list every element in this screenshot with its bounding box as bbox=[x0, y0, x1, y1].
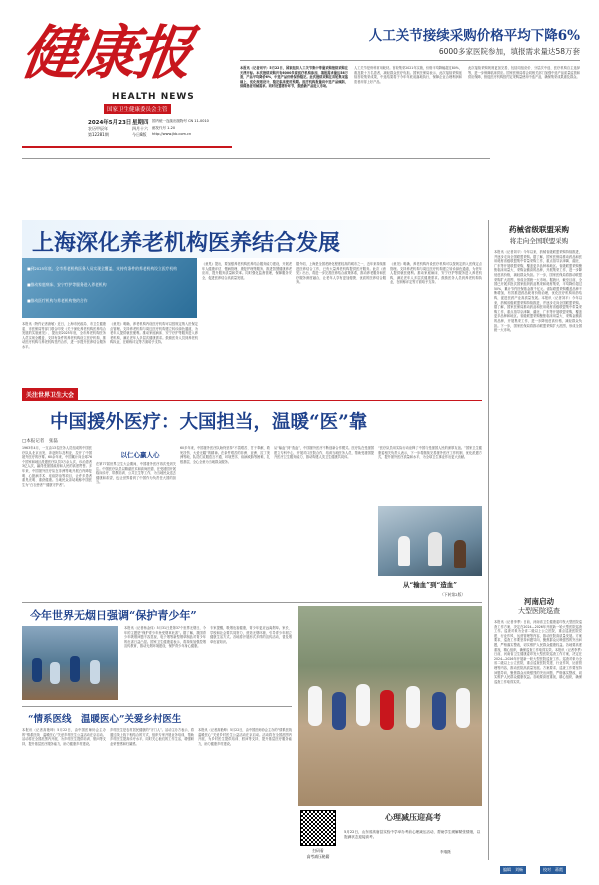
feature-body-1 bbox=[22, 446, 92, 598]
photo-figure bbox=[456, 688, 470, 728]
top-story-subhead: 6000多家医院参加，填报需求量达58万套 bbox=[438, 47, 580, 56]
photo-figure bbox=[406, 686, 420, 728]
banner-text-4: 据介绍，上海是全国老龄化程度较高的城市之一，近年来持续推进医养结合工作，已有大量养老机构提供医疗服务。此次《意见》出台，将进一步完善医养结合政策体系，推动养老服务和医疗服务深度融合，让老年人享有更加便捷、优质的医养结合服务。 bbox=[296, 262, 386, 285]
banner-body-2 bbox=[110, 322, 198, 384]
photo-figure bbox=[32, 658, 42, 682]
masthead-lunar-day: 四月十六 bbox=[132, 126, 148, 131]
side-box1-body bbox=[494, 250, 582, 590]
story4-body-3 bbox=[198, 728, 296, 850]
story4-text-2: 乡村医生是农村居民健康的“守门人”。活动主办方表示，将通过线上线下相结合的方式，组织专家开展业务培训，帮助乡村医生提高诊疗水平，同时关心他们的工作生活，增强职业荣誉感和归属感。 bbox=[110, 728, 194, 746]
side-box1-headline[interactable]: 药械省级联盟采购 bbox=[509, 225, 569, 234]
feature-photo bbox=[378, 506, 482, 576]
divider bbox=[22, 706, 292, 707]
banner-text-3: 《意见》提出，要加强养老机构医养结合服务能力建设，开展老年人健康评估、慢病管理、康复护理等服务，推进智慧健康养老应用，提升服务质量和效率。同时强化监督管理，保障服务安全，促进医养结合高质量发展。 bbox=[202, 262, 292, 280]
feature-body-2 bbox=[96, 462, 176, 598]
feature-text-5: “医疗队员用实际行动诠释了中国与受援国人民的深厚友谊。”国家卫生健康委相关负责人表示，下一步将继续完善援外医疗工作机制，优化派遣方式，提升援外医疗质量和水平，为全球卫生事业作出更大贡献。 bbox=[378, 446, 482, 460]
side-box2-subhead: 大型医院巡查 bbox=[518, 607, 560, 615]
banner-bullet-3: ■推动医疗机构与养老机构签约合作 bbox=[27, 298, 88, 303]
side-box2-headline[interactable]: 河南启动 bbox=[524, 597, 554, 606]
masthead-lunar: 农历甲辰年 bbox=[88, 126, 108, 131]
story3-body-2 bbox=[210, 626, 292, 702]
side-box2-text-2: 本报讯（记者李季）日前，河南省卫生健康委印发大型医院巡查工作方案，决定在2024—2026年开展新一轮大型医院巡查工作。巡查对象为全省二级以上公立医院，重点巡查医院党建、行业作风、运营管理等内容，推动医院高质量发展。方案要求，巡查工作要坚持问题导向，聚焦群众反映强烈的突出问题，严格落实整改，切实维护人民群众健康权益。各地要高度重视，精心组织，确保巡查工作取得实效。 bbox=[494, 647, 583, 684]
photo-caption-credit: 李瑞摄 bbox=[440, 850, 451, 854]
side-box2-body bbox=[494, 620, 582, 860]
masthead-postal: 邮发代号 1-20 bbox=[152, 126, 176, 130]
story3-text-1: 本报讯（记者杨金伟）5月31日是第37个世界无烟日，今年的主题是“保护青少年免受烟草危害”。据了解，我国青少年吸烟问题不容忽视，电子烟等新型烟草制品对青少年的危害日益凸显。国家卫生健康委表示，将持续加强控烟宣传教育，推动无烟环境建设，保护青少年身心健康。 bbox=[124, 626, 206, 649]
feature-text-1: 1963年4月，一支由13名医务人员组成的中国医疗队从北京出发，奔赴阿尔及利亚，拉开了中国援外医疗的序幕。60余年来，中国累计向全球76个国家和地区派遣医疗队员3万余人次，诊治患者3亿人次，赢得受援国政府和人民的高度赞誉。 bbox=[22, 446, 92, 469]
photo-figure bbox=[308, 686, 322, 726]
photo-figure bbox=[398, 536, 410, 566]
feature-byline: □本报记者 张磊 bbox=[22, 439, 58, 444]
feature-body-3 bbox=[180, 446, 270, 598]
photo-figure bbox=[356, 684, 370, 726]
story4-body-2 bbox=[110, 728, 194, 850]
feature-text-6: 多年来，中国援外医疗队在非洲等地开展白内障复明、心脏病手术、疟疾防治等项目，让许多患者重见光明、重获健康。当地民众亲切地称中国医生为“白衣使者”“健康守护者”。 bbox=[22, 464, 92, 487]
banner-text-2: 《意见》明确，养老机构内设医疗机构可以按规定纳入医保定点管理。支持养老机构与周边医疗机构建立转诊绿色通道，为老年人提供就医便利。推动家庭病床、安宁疗护等服务进入养老机构，满足老年人多层次健康需求。鼓励医务人员到养老机构执业，在职称评定等方面给予支持。 bbox=[110, 322, 198, 345]
photo-caption-title: 心理减压迎高考 bbox=[385, 812, 441, 822]
feature-quote: 以仁心赢人心 bbox=[120, 451, 160, 459]
masthead-issue: 第12281期 bbox=[88, 132, 109, 137]
masthead-english: HEALTH NEWS bbox=[112, 92, 195, 102]
banner-bullet-2: ■推动家庭病床、安宁疗护等服务进入养老机构 bbox=[27, 282, 107, 287]
footer-editor: 编辑 刘畅 bbox=[500, 866, 526, 874]
feature-text-2: 在第77届世界卫生大会期间，中国援外医疗再次受到关注。中国医疗队员以精湛医术和高尚医德，在受援国开展临床诊疗、带教培训、公共卫生等工作，为当地民众送去健康和希望，也让世界看到了中国作为负责任大国的担当。 bbox=[96, 462, 176, 485]
story3-text-2: 专家提醒，吸烟危害健康，青少年更应远离烟草。家长、学校和社会要共同努力，营造无烟环境，引导青少年树立健康生活方式。各地将开展形式多样的宣传活动，普及烟草危害知识。 bbox=[210, 626, 292, 644]
photo-figure bbox=[50, 662, 60, 684]
story3-headline[interactable]: 今年世界无烟日强调“保护青少年” bbox=[30, 609, 197, 622]
photo-figure bbox=[70, 656, 80, 682]
main-banner-headline[interactable]: 上海深化养老机构医养结合发展 bbox=[32, 230, 341, 256]
top-story-headline[interactable]: 人工关节接续采购价格平均下降6% bbox=[368, 28, 580, 44]
story4-body-1 bbox=[22, 728, 106, 850]
side-box1-text: 本报讯（记者刘平）今年以来，药械省级联盟采购持续推进，并逐步走向全国联盟采购。据了解，国家医保局推动药品和医用耗材省级联盟集中带量采购工作，重点指导京津冀、湖北、广东等开展联盟采购，覆盖更多品种和地区。省级联盟采购聚焦临床用量大、采购金额高的品种，开展集采工作，进一步降低虚高价格，减轻群众负担。下一步，国家医保局将推动联盟采购扩大范围，形成全国统一大市场。 bbox=[494, 250, 582, 282]
masthead-weekday: 星期四 bbox=[132, 120, 149, 126]
main-banner bbox=[22, 220, 482, 258]
top-story-text-2: 人工关节是骨科常用耗材。首轮集采2021年实施，价格平均降幅超过80%，惠及数十万名患者，减轻群众医疗负担。国家医保局表示，此次接续采购延续首轮集采成果，中选结果将于今年年底前落地执行，保障企业合理利润和患者用得上好产品。 bbox=[354, 66, 462, 84]
side-box1-text-2: 据统计，截至目前，全国已开展多批次国家组织药品集采和耗材集采，平均降价超过50%，累计节约医保基金数千亿元。省际联盟采购覆盖品种不断增加，有效推进药品耗材价格治理，优化医疗机构用药结构，促进医药产业高质量发展。 bbox=[494, 277, 582, 300]
masthead-tagline: 国家卫生健康委员会主管 bbox=[104, 104, 171, 114]
photo-figure bbox=[428, 532, 442, 566]
header-rule bbox=[22, 146, 232, 148]
side-box1-subhead: 将走向全国联盟采购 bbox=[509, 237, 569, 245]
banner-text-5: 《意见》明确，养老机构内设医疗机构可以按规定纳入医保定点管理。支持养老机构与周边医疗机构建立转诊绿色通道，为老年人提供就医便利。推动家庭病床、安宁疗护等服务进入养老机构，满足老年人多层次健康需求。鼓励医务人员到养老机构执业，在职称评定等方面给予支持。 bbox=[390, 262, 482, 285]
top-story-body-1 bbox=[240, 66, 348, 218]
feature-text-4: 从“输血”到“造血”，中国援外医疗不断创新合作模式。医疗队在受援国建立专科中心，开展对口医院合作，培训当地医务人员，帮助受援国提升医疗卫生服务能力，推动构建人类卫生健康共同体。 bbox=[274, 446, 374, 460]
banner-body-1 bbox=[22, 322, 106, 384]
banner-body-5 bbox=[390, 262, 482, 384]
masthead-cn: 国内统一连续出版物号 CN 11-0010 bbox=[152, 119, 209, 123]
side-box2-text: 本报讯（记者李季）日前，河南省卫生健康委印发大型医院巡查工作方案，决定在2024—2026年开展新一轮大型医院巡查工作。巡查对象为全省二级以上公立医院，重点巡查医院党建、行业作风、运营管理等内容，推动医院高质量发展。方案要求，巡查工作要坚持问题导向，聚焦群众反映强烈的突出问题，严格落实整改，切实维护人民群众健康权益。各地要高度重视，精心组织，确保巡查工作取得实效。 bbox=[494, 620, 582, 652]
feature-headline[interactable]: 中国援外医疗：大国担当，温暖“医”靠 bbox=[50, 412, 368, 433]
footer-proof: 校对 蒋霞 bbox=[540, 866, 566, 874]
feature-body-4 bbox=[274, 446, 374, 598]
qr-label-2: 高考减压秘籍 bbox=[306, 854, 330, 859]
photo-figure bbox=[380, 690, 394, 730]
masthead-pages: 今日8版 bbox=[132, 132, 147, 137]
photo-figure bbox=[454, 540, 466, 568]
divider bbox=[240, 60, 580, 61]
column-divider bbox=[488, 220, 489, 860]
qr-code[interactable] bbox=[300, 810, 336, 846]
qr-label-1: 扫码看 bbox=[312, 848, 324, 853]
banner-body-3 bbox=[202, 262, 292, 384]
story4-text-3: 本报讯（记者高艳坤）5月22日，由中国医师协会主办的“情系医线 温暖医心”关爱乡村医生公益活动在京启动。活动将在全国范围内开展，为乡村医生提供培训、慰问等支持，提升基层医疗服务能力，助力健康乡村建设。 bbox=[198, 728, 296, 746]
story3-photo bbox=[22, 626, 118, 700]
story3-body-1 bbox=[124, 626, 206, 702]
divider bbox=[22, 400, 482, 401]
banner-body-4 bbox=[296, 262, 386, 384]
masthead-date: 2024年5月23日 bbox=[88, 120, 132, 126]
banner-bullet-1: ■到2025年底，全市养老机构医务人员实现全覆盖，支持有条件的养老机构设立医疗机构 bbox=[27, 266, 177, 271]
masthead-title: 健康报 bbox=[17, 19, 195, 87]
photo-figure bbox=[432, 692, 446, 730]
side-box1-text-3: 本报讯（记者刘平）今年以来，药械省级联盟采购持续推进，并逐步走向全国联盟采购。据了解，国家医保局推动药品和医用耗材省级联盟集中带量采购工作，重点指导京津冀、湖北、广东等开展联盟采购，覆盖更多品种和地区。省级联盟采购聚焦临床用量大、采购金额高的品种，开展集采工作，进一步降低虚高价格，减轻群众负担。下一步，国家医保局将推动联盟采购扩大范围，形成全国统一大市场。 bbox=[494, 295, 583, 333]
photo-figure bbox=[90, 660, 100, 684]
top-story-text-3: 此次接续采购规则更加完善，包括同组竞价、分层次中选、医疗机构自主选择等，进一步保障临床供应。国家医保局将会同相关部门加强中选产品质量监管和供应保障，督促医疗机构按约定采购量使用中选产品，确保集采成果惠及群众。 bbox=[468, 66, 580, 80]
story4-text-1: 本报讯（记者高艳坤）5月22日，由中国医师协会主办的“情系医线 温暖医心”关爱乡村医生公益活动在京启动。活动将在全国范围内开展，为乡村医生提供培训、慰问等支持，提升基层医疗服务能力，助力健康乡村建设。 bbox=[22, 728, 106, 746]
feature-caption: 从“输血”到“造血” bbox=[403, 581, 457, 589]
photo-figure bbox=[332, 692, 346, 730]
divider bbox=[22, 602, 482, 603]
psych-photo bbox=[298, 606, 482, 806]
feature-body-5 bbox=[378, 446, 482, 502]
masthead bbox=[17, 19, 222, 140]
top-story-body-3 bbox=[468, 66, 580, 218]
feature-label: 关注世界卫生大会 bbox=[22, 388, 78, 401]
divider bbox=[22, 158, 490, 159]
top-story-body-2 bbox=[354, 66, 462, 218]
photo-caption-text: 5月22日，山东省高唐县实验中学举办考前心理减压活动，帮助学生缓解紧张情绪，以饱满状态迎接高考。 bbox=[344, 830, 481, 839]
banner-photo bbox=[22, 258, 197, 318]
feature-continued: （下转第2版） bbox=[440, 592, 466, 597]
top-story-text-1: 本报讯（记者刘平）5月22日，国家组织人工关节集中带量采购接续采购在天津开标。本次接续采购共有6000多家医疗机构参加，填报需求量达58万套，产品平均降价6%，中选产品价格保持稳定。此次接续采购在首轮集采基础上，优化规则设计，稳定临床使用预期。医疗机构报量向中选产品倾斜，保障患者用械需求。同时设置增补环节，鼓励新产品进入市场。 bbox=[240, 66, 348, 89]
masthead-website[interactable]: http://www.jkb.com.cn bbox=[152, 132, 192, 136]
banner-text-1: 本报讯（特约记者唐敏）近日，上海市民政局、市卫生健康委、市医保局等部门联合印发《关于深化养老机构医养结合发展的实施意见》，提出到2025年底，全市养老机构医务人员实现全覆盖，支持有条件的养老机构设立医疗机构，推动医疗机构与养老机构签约合作，进一步提升医养结合服务水平。 bbox=[22, 322, 106, 349]
feature-text-3: 60多年来，中国援外医疗队始终坚持“不畏艰苦、甘于奉献、救死扶伤、大爱无疆”的精神。在条件艰苦的非洲、亚洲、拉丁美洲等地，队员们克服语言不通、环境恶劣、疾病威胁等困难，扎根基层，全心全意为当地群众服务。 bbox=[180, 446, 270, 464]
story4-headline[interactable]: “情系医线 温暖医心”关爱乡村医生 bbox=[28, 714, 182, 725]
